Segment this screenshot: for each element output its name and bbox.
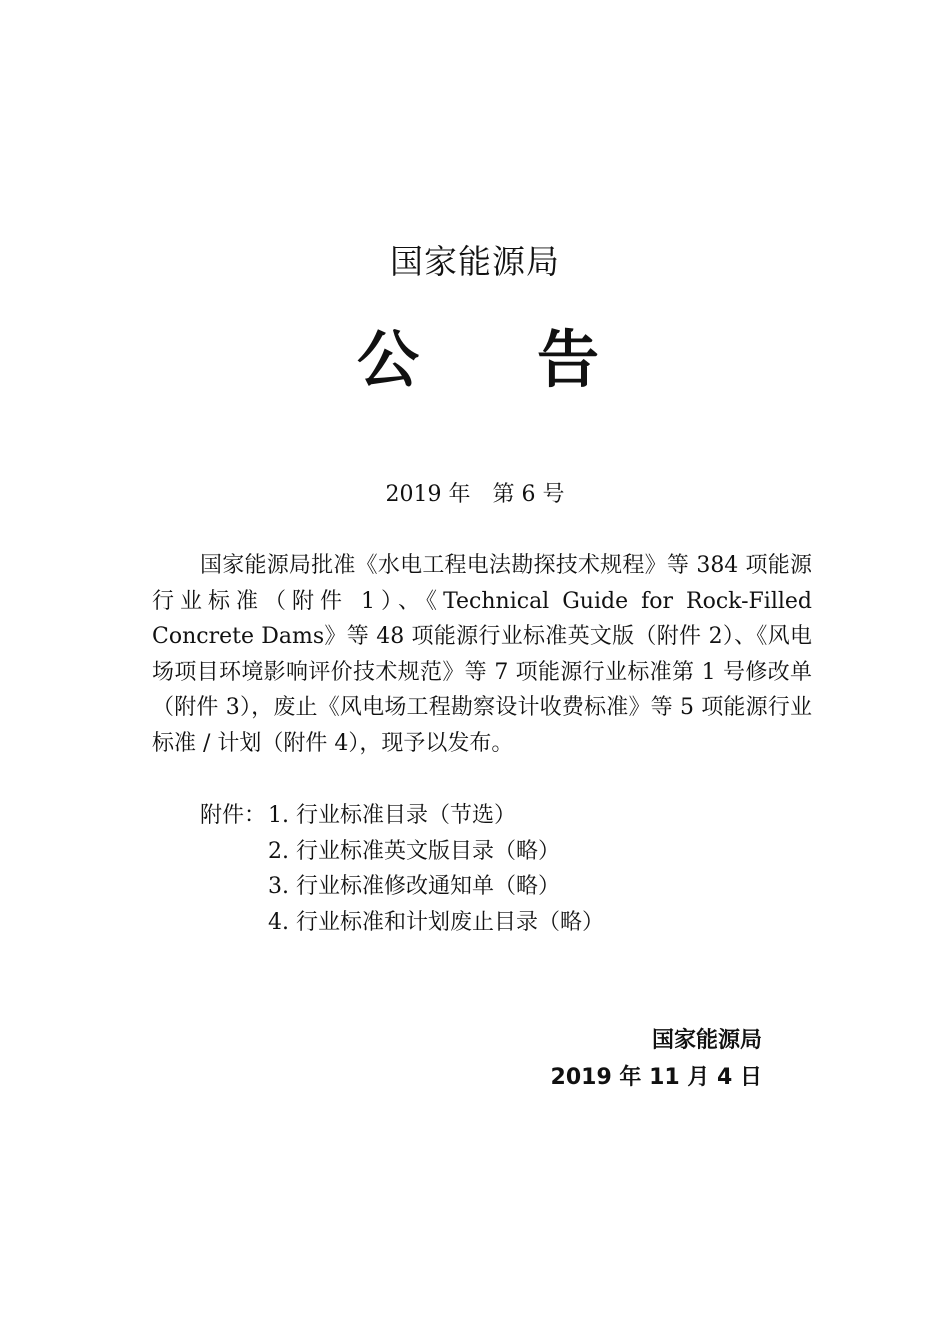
document-type-char: 告 <box>537 323 600 396</box>
document-number-line <box>0 479 950 511</box>
attachment-item: 1. 行业标准目录（节选） <box>268 803 516 828</box>
attachment-row <box>200 798 760 834</box>
attachment-item: 4. 行业标准和计划废止目录（略） <box>268 909 604 935</box>
attachments-list <box>200 798 760 940</box>
attachments-label: 附件： <box>200 803 267 828</box>
attachment-item: 2. 行业标准英文版目录（略） <box>268 838 560 864</box>
issuer-header: 国家能源局 <box>390 242 560 281</box>
attachment-row <box>200 905 760 941</box>
document-year: 2019 年 <box>385 482 471 507</box>
attachment-row <box>200 834 760 870</box>
issue-date: 2019 年 11 月 4 日 <box>550 1065 762 1090</box>
document-type-title <box>357 322 607 398</box>
attachment-row <box>200 869 760 905</box>
signature-block <box>551 1022 762 1096</box>
document-number: 第 6 号 <box>492 482 565 507</box>
attachment-item: 3. 行业标准修改通知单（略） <box>268 874 560 899</box>
announcement-body: 国家能源局批准《水电工程电法勘探技术规程》等 384 项能源行业标准（附件 1）、《Technical Guide for Rock-Filled Concrete Dams》等 48 项能源行业标准英文版（附件 2）、《风电场项目环境影响评价技术规范》等 7 项能源行业标准第 1 号修改单（附件 3），废止《风电场工程勘察设计收费标准》等 5 项能源行业标准 / 计划（附件 4），现予以发布。 <box>152 553 812 756</box>
document-type-char: 公 <box>357 323 420 396</box>
signature-issuer: 国家能源局 <box>651 1028 762 1053</box>
